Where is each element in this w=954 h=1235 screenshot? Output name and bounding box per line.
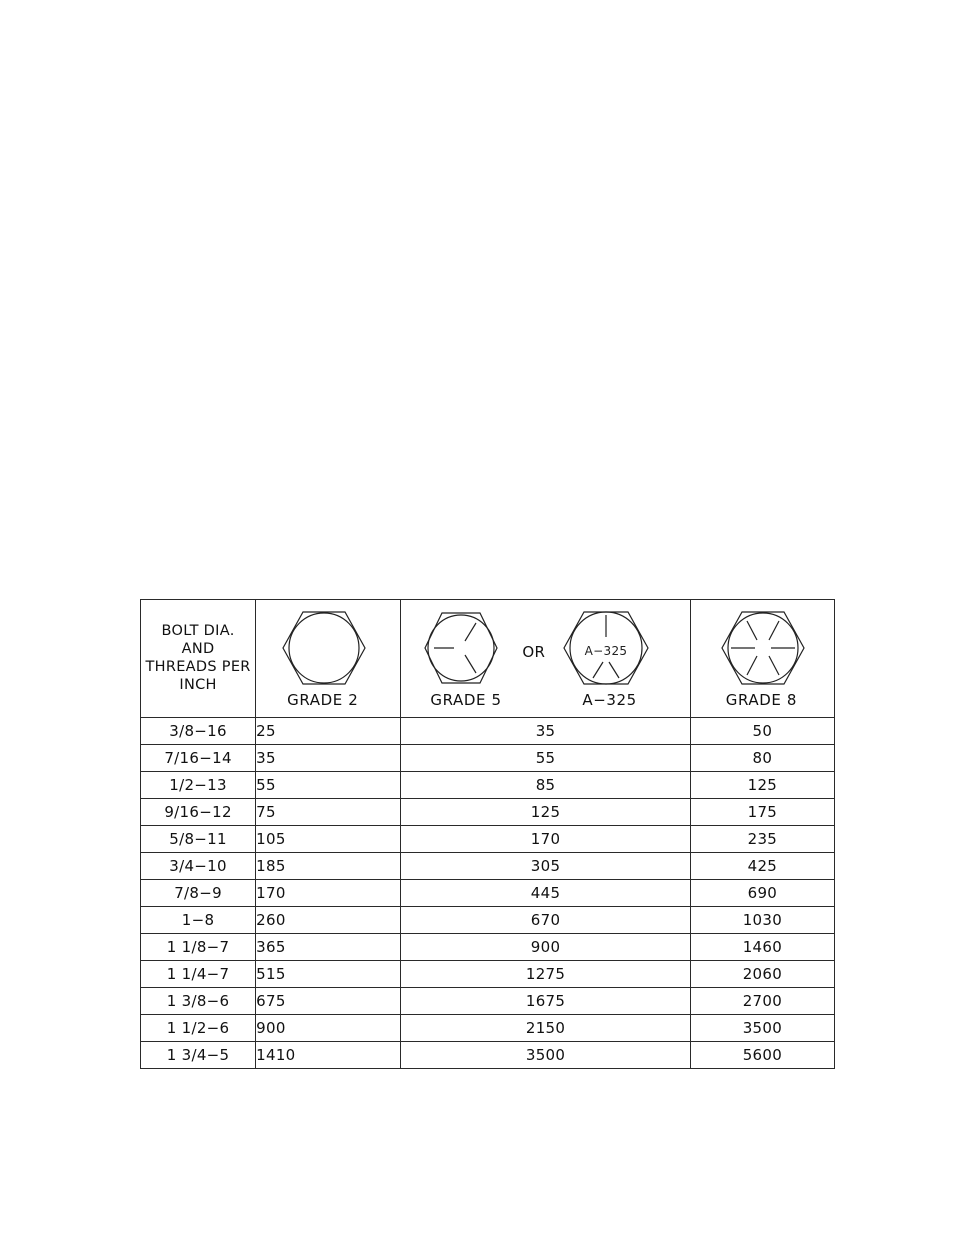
bolt-dia-cell: 7/8−9 — [141, 880, 256, 907]
bolt-dia-header-line: AND — [181, 641, 215, 657]
grade5-torque-cell: 85 — [401, 772, 690, 799]
grade8-torque-cell: 80 — [690, 745, 834, 772]
a325-bolt-head-icon — [563, 606, 649, 694]
bolt-dia-cell: 1/2−13 — [141, 772, 256, 799]
grade5-torque-cell: 35 — [401, 718, 690, 745]
grade2-torque-cell: 55 — [256, 772, 401, 799]
table-row — [141, 718, 835, 745]
table-row — [141, 988, 835, 1015]
table-row — [141, 799, 835, 826]
table-row — [141, 772, 835, 799]
grade2-torque-cell: 25 — [256, 718, 401, 745]
grade2-torque-cell: 35 — [256, 745, 401, 772]
grade5-torque-cell: 1675 — [401, 988, 690, 1015]
grade5-torque-cell: 125 — [401, 799, 690, 826]
bolt-dia-cell: 1 3/4−5 — [141, 1042, 256, 1069]
grade8-torque-cell: 2700 — [690, 988, 834, 1015]
grade2-torque-cell: 515 — [256, 961, 401, 988]
grade8-torque-cell: 3500 — [690, 1015, 834, 1042]
table-row — [141, 934, 835, 961]
bolt-dia-cell: 1−8 — [141, 907, 256, 934]
grade2-torque-cell: 185 — [256, 853, 401, 880]
bolt-dia-cell: 3/4−10 — [141, 853, 256, 880]
grade8-torque-cell: 1460 — [690, 934, 834, 961]
grade2-torque-cell: 170 — [256, 880, 401, 907]
grade8-torque-cell: 125 — [690, 772, 834, 799]
grade2-torque-cell: 900 — [256, 1015, 401, 1042]
grade5-torque-cell: 170 — [401, 826, 690, 853]
grade8-bolt-head-icon — [721, 606, 805, 694]
grade5-torque-cell: 3500 — [401, 1042, 690, 1069]
table-row — [141, 1042, 835, 1069]
grade5-torque-cell: 1275 — [401, 961, 690, 988]
table-header-row — [141, 600, 835, 718]
grade5-torque-cell: 305 — [401, 853, 690, 880]
bolt-dia-cell: 9/16−12 — [141, 799, 256, 826]
table-body — [141, 718, 835, 1069]
grade8-torque-cell: 175 — [690, 799, 834, 826]
grade2-torque-cell: 675 — [256, 988, 401, 1015]
bolt-torque-table-container — [140, 599, 835, 1071]
bolt-dia-cell: 5/8−11 — [141, 826, 256, 853]
grade5-torque-cell: 55 — [401, 745, 690, 772]
bolt-dia-header-line: THREADS PER — [145, 659, 251, 675]
grade2-torque-cell: 365 — [256, 934, 401, 961]
grade2-bolt-head-icon — [282, 606, 366, 694]
table-row — [141, 907, 835, 934]
bolt-dia-cell: 1 1/4−7 — [141, 961, 256, 988]
bolt-dia-header-line: BOLT DIA. — [161, 623, 235, 639]
grade5-torque-cell: 900 — [401, 934, 690, 961]
bolt-dia-cell: 3/8−16 — [141, 718, 256, 745]
bolt-dia-header — [141, 600, 256, 718]
table-row — [141, 1015, 835, 1042]
grade8-torque-cell: 50 — [690, 718, 834, 745]
table-row — [141, 853, 835, 880]
or-label: OR — [522, 643, 546, 661]
grade8-torque-cell: 425 — [690, 853, 834, 880]
grade8-torque-cell: 690 — [690, 880, 834, 907]
grade2-torque-cell: 105 — [256, 826, 401, 853]
table-row — [141, 880, 835, 907]
bolt-dia-cell: 7/16−14 — [141, 745, 256, 772]
bolt-dia-cell: 1 1/2−6 — [141, 1015, 256, 1042]
grade5-bolt-head-icon — [424, 606, 498, 694]
bolt-dia-cell: 1 3/8−6 — [141, 988, 256, 1015]
a325-label: A−325 — [582, 691, 637, 709]
grade2-torque-cell: 260 — [256, 907, 401, 934]
grade8-label: GRADE 8 — [725, 691, 798, 709]
grade5-torque-cell: 670 — [401, 907, 690, 934]
grade8-torque-cell: 235 — [690, 826, 834, 853]
grade5-a325-header — [401, 600, 690, 718]
grade8-torque-cell: 5600 — [690, 1042, 834, 1069]
grade2-torque-cell: 1410 — [256, 1042, 401, 1069]
grade8-torque-cell: 2060 — [690, 961, 834, 988]
table-row — [141, 961, 835, 988]
bolt-dia-header-line: INCH — [179, 677, 217, 693]
grade8-header — [690, 600, 834, 718]
a325-head-mark: A−325 — [585, 644, 628, 658]
grade5-torque-cell: 445 — [401, 880, 690, 907]
table-row — [141, 745, 835, 772]
grade8-torque-cell: 1030 — [690, 907, 834, 934]
grade2-header — [256, 600, 401, 718]
grade5-label: GRADE 5 — [430, 691, 502, 709]
grade2-label: GRADE 2 — [287, 691, 359, 709]
grade2-torque-cell: 75 — [256, 799, 401, 826]
grade5-torque-cell: 2150 — [401, 1015, 690, 1042]
bolt-torque-table — [140, 599, 835, 1069]
bolt-dia-cell: 1 1/8−7 — [141, 934, 256, 961]
table-row — [141, 826, 835, 853]
